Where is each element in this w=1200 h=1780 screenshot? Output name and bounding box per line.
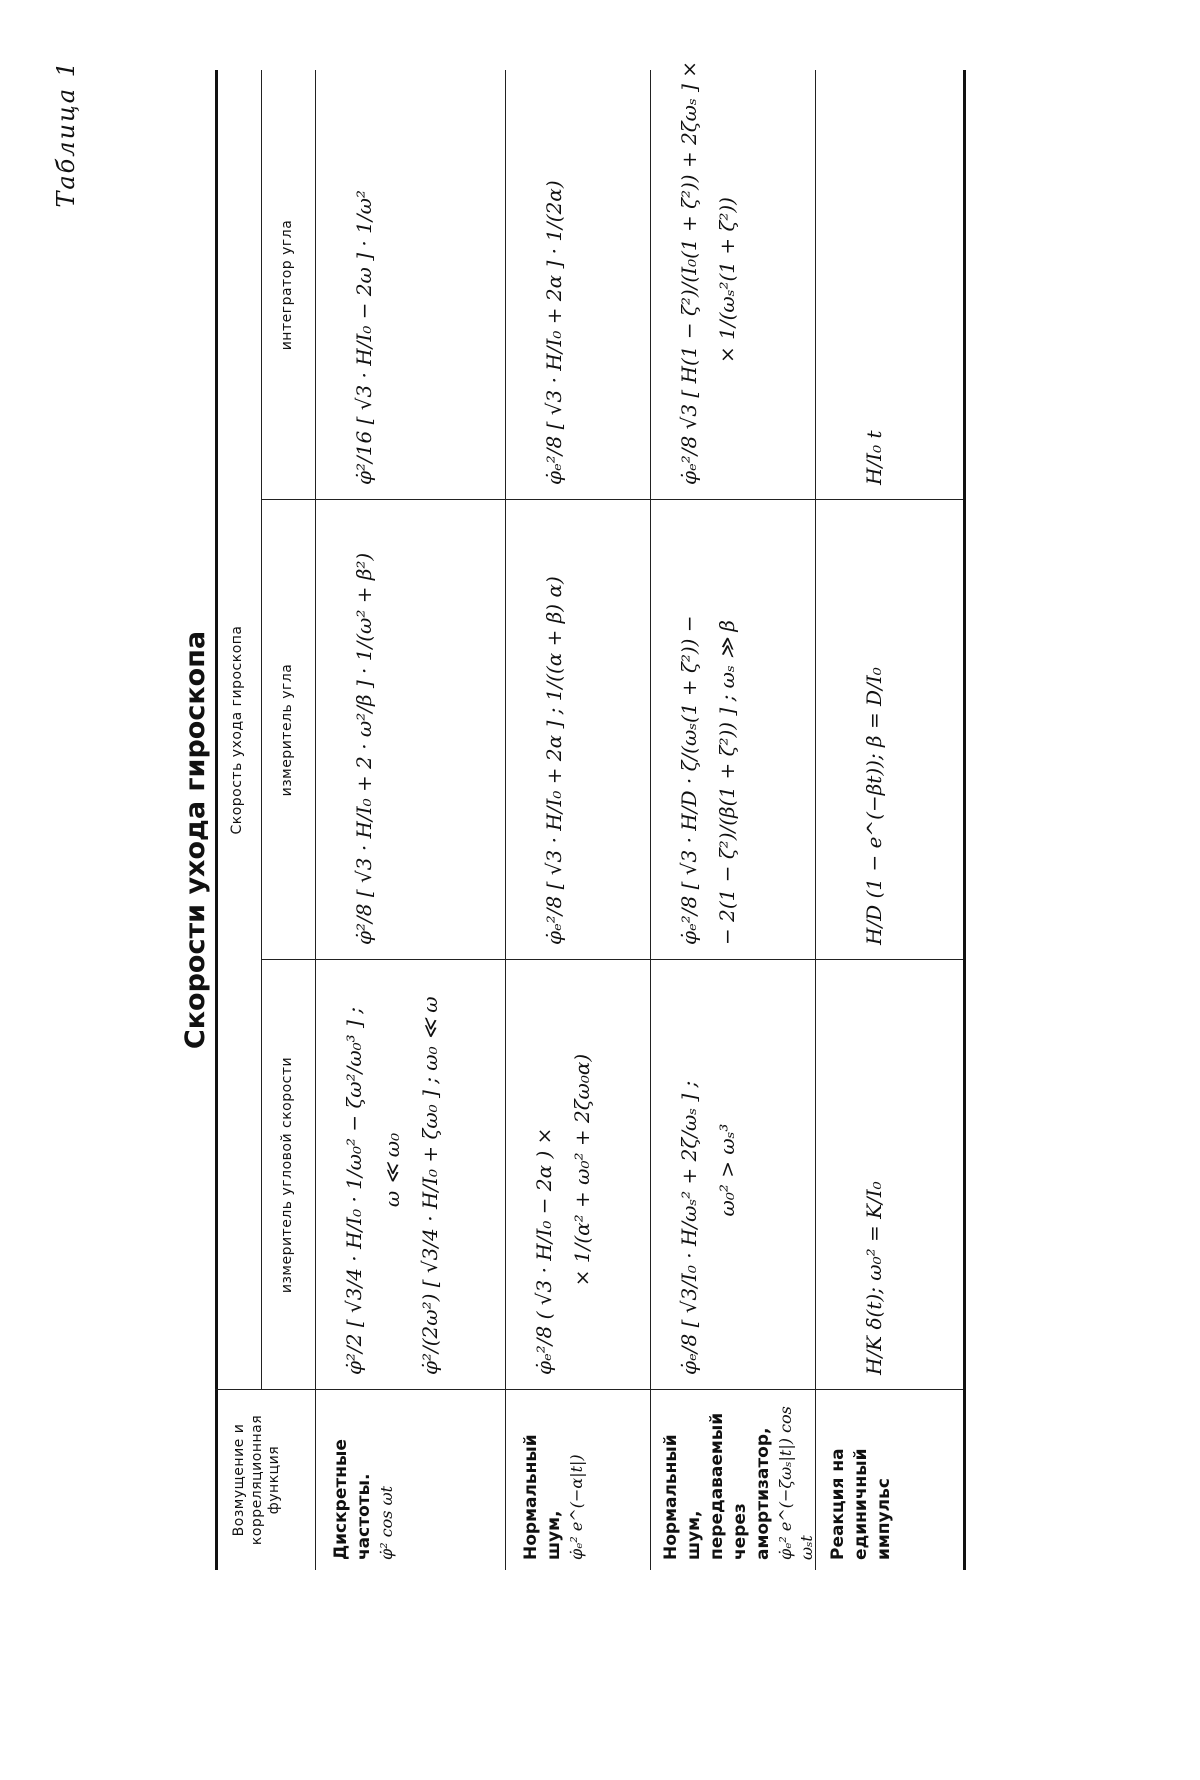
cell-rate-damped (670, 965, 746, 1375)
header-rate-gyro: измеритель угловой скорости (279, 1056, 295, 1294)
header-angle-gyro: измеритель угла (279, 663, 295, 797)
cell-rate-discrete (335, 965, 449, 1375)
row-divider (815, 70, 816, 1570)
cell-integrator-impulse (855, 75, 893, 485)
row-label-text: Нормальный шум, (521, 1434, 564, 1560)
formula-line: H/I₀ t (862, 430, 886, 485)
row-correlation-func: φ̇ₑ² e^(−ζωₛ|t|) cos ωₛt (775, 1406, 817, 1560)
gyro-drift-table (215, 61, 965, 1570)
cell-angle-discrete (345, 505, 383, 945)
formula-line: φ̇ₑ²/8 [ √3 · H/I₀ + 2α ] ; 1/((α + β) α) (542, 576, 566, 945)
col-divider (261, 499, 963, 500)
row-label-damped-noise (660, 1400, 818, 1560)
formula-line: H/K δ(t); ω₀² = K/I₀ (862, 1181, 886, 1375)
formula-line: × 1/(ωₛ²(1 + ζ²)) (715, 197, 739, 363)
formula-line: φ̇ₑ²/8 [ √3 · H/I₀ + 2α ] · 1/(2α) (542, 180, 566, 485)
row-divider (650, 70, 651, 1570)
row-label-text: Нормальный шум, передаваемый через амортизатор, (661, 1412, 773, 1560)
header-bottom-rule (315, 70, 316, 1570)
cell-rate-normal (525, 965, 601, 1375)
cell-rate-impulse (855, 965, 893, 1375)
row-correlation-func: φ̇ₑ² e^(−α|t|) (566, 1454, 586, 1560)
cell-angle-normal (535, 505, 573, 945)
formula-line: φ̇ₑ²/8 [ √3 · H/D · ζ/(ωₛ(1 + ζ²)) − (677, 615, 701, 945)
row-label-text: Дискретные частоты. (331, 1439, 374, 1560)
formula-line: ω ≪ ω₀ (380, 1132, 404, 1208)
table-title: Скорости ухода гироскопа (180, 630, 211, 1050)
col-divider (215, 1389, 963, 1390)
table-top-rule (215, 70, 218, 1570)
cell-integrator-discrete (345, 75, 383, 485)
formula-line: φ̇ₑ²/8 ( √3 · H/I₀ − 2α ) × (532, 1127, 556, 1375)
row-label-text: Реакция на единичный импульс (828, 1448, 894, 1560)
cell-angle-impulse (855, 505, 893, 945)
formula-line: ω₀² > ωₛ³ (715, 1123, 739, 1217)
formula-line: φ̇²/8 [ √3 · H/I₀ + 2 · ω²/β ] · 1/(ω² + β²) (352, 552, 376, 945)
row-label-discrete (330, 1400, 397, 1560)
formula-line: φ̇ₑ²/8 √3 [ H(1 − ζ²)/(I₀(1 + ζ²)) + 2ζωₛ ] × (677, 61, 701, 485)
cell-angle-damped (670, 505, 746, 945)
table-label: Таблица 1 (52, 60, 80, 208)
header-drift-group: Скорость ухода гироскопа (229, 625, 245, 835)
formula-line: − 2(1 − ζ²)/(β(1 + ζ²)) ] ; ωₛ ≫ β (715, 620, 739, 945)
formula-line: φ̇ₑ/8 [ √3/I₀ · H/ωₛ² + 2ζ/ωₛ ] ; (677, 1080, 701, 1375)
header-disturbance: Возмущение и корреляционная функция (231, 1414, 282, 1546)
cell-integrator-normal (535, 75, 573, 485)
formula-line: φ̇²/(2ω²) [ √3/4 · H/I₀ + ζω₀ ] ; ω₀ ≪ ω (418, 996, 442, 1375)
cell-integrator-damped (670, 61, 746, 485)
formula-line: φ̇²/16 [ √3 · H/I₀ − 2ω ] · 1/ω² (352, 190, 376, 485)
col-divider (261, 959, 963, 960)
row-label-normal-noise (520, 1400, 587, 1560)
group-header-rule (261, 70, 262, 1390)
row-correlation-func: φ̇² cos ωt (376, 1485, 396, 1560)
header-integrating-gyro: интегратор угла (279, 219, 295, 351)
formula-line: φ̇²/2 [ √3/4 · H/I₀ · 1/ω₀² − ζω²/ω₀³ ] ; (342, 1007, 366, 1375)
formula-line: H/D (1 − e^(−βt)); β = D/I₀ (862, 667, 886, 945)
table-bottom-rule (963, 70, 966, 1570)
row-label-impulse (827, 1400, 896, 1560)
row-divider (505, 70, 506, 1570)
formula-line: × 1/(α² + ω₀² + 2ζω₀α) (570, 1053, 594, 1287)
